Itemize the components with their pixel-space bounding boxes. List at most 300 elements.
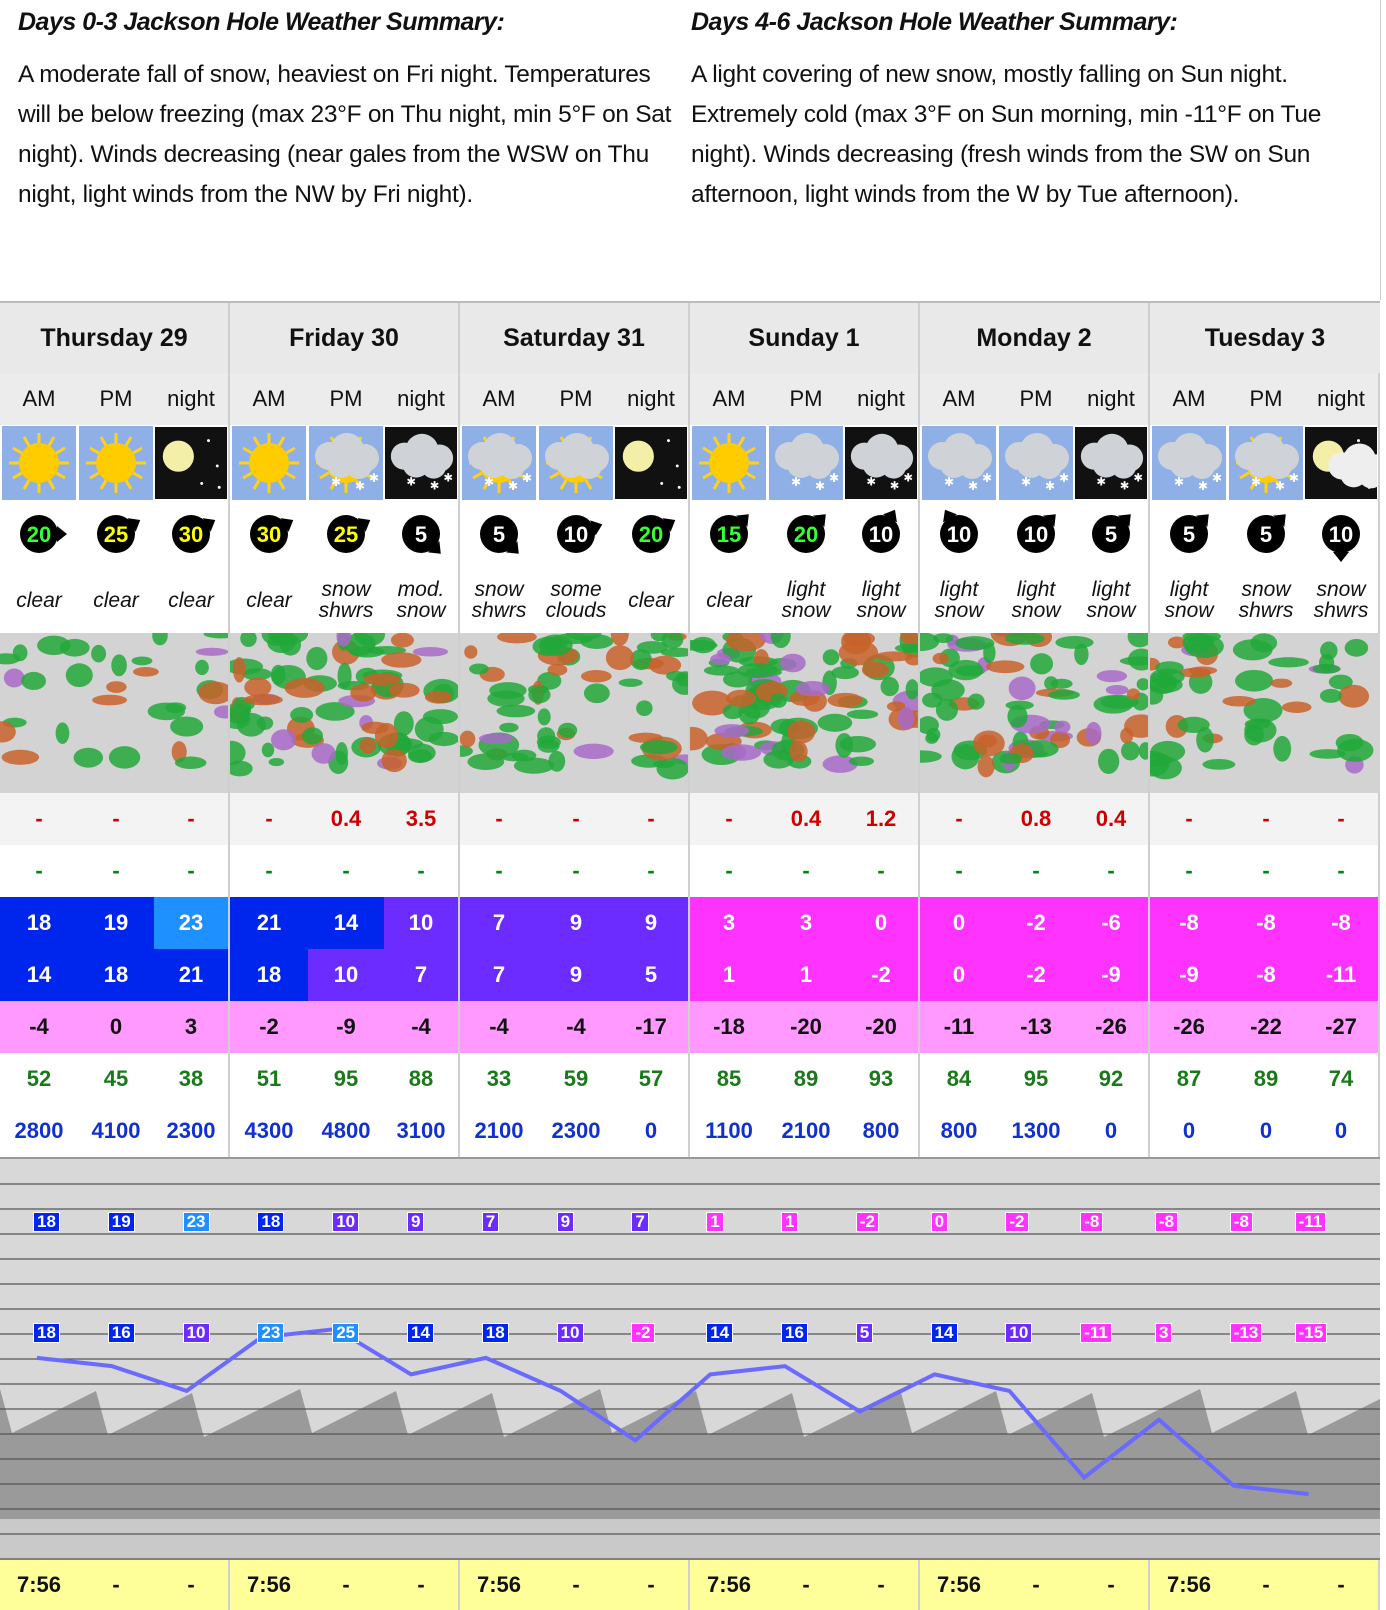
condition-word: clear <box>246 588 292 612</box>
svg-text:✱: ✱ <box>903 471 914 485</box>
snow-value: 1.2 <box>844 793 920 845</box>
max-temp-value: 0 <box>920 897 998 949</box>
svg-text:✱: ✱ <box>982 471 993 485</box>
precip-map <box>920 633 1150 793</box>
rain-value: - <box>154 845 230 897</box>
svg-text:✱: ✱ <box>1021 475 1032 489</box>
condition-text <box>0 567 78 633</box>
wind-arrow-icon <box>546 504 606 564</box>
snow-value: - <box>35 806 43 831</box>
snow-value: 0.4 <box>330 806 362 831</box>
sunrise-value: - <box>844 1560 920 1610</box>
graph-lower-label: -13 <box>1230 1323 1263 1343</box>
snow-value: - <box>614 793 690 845</box>
wind-cell <box>538 501 614 567</box>
humidity-value: 45 <box>103 1066 129 1091</box>
max-temp-value: 23 <box>154 897 230 949</box>
min-temp-value: 0 <box>920 949 998 1001</box>
humidity-row <box>0 1053 1380 1105</box>
rain-value: - <box>1032 858 1040 883</box>
precip-map <box>230 633 460 793</box>
wind-cell <box>308 501 384 567</box>
graph-upper-label: 9 <box>557 1212 574 1232</box>
condition-text <box>1304 567 1380 633</box>
snow-value: 0.4 <box>1074 793 1150 845</box>
wind-cell <box>844 501 920 567</box>
icon-cell <box>690 425 768 501</box>
condition-word: snow <box>1164 599 1214 622</box>
snow-value: - <box>572 806 580 831</box>
weather-icon-row <box>0 425 1380 501</box>
min-temp-value: -2 <box>998 949 1074 1001</box>
humidity-value: 52 <box>26 1066 52 1091</box>
radar-map-image <box>1150 633 1380 793</box>
period-label: AM <box>712 386 746 411</box>
sunrise-value: 7:56 <box>1166 1572 1212 1597</box>
wind-chill-value: -11 <box>943 1014 975 1039</box>
wind-chill-value: -4 <box>29 1014 49 1039</box>
max-temp-value: 9 <box>538 897 614 949</box>
graph-lower-label: 10 <box>1005 1323 1032 1343</box>
wind-chill-value: -18 <box>713 1014 745 1039</box>
svg-text:✱: ✱ <box>522 471 533 485</box>
summary-days-4-6 <box>691 8 1341 215</box>
graph-lower-label: -11 <box>1080 1323 1112 1343</box>
sunrise-row <box>0 1560 1380 1610</box>
svg-text:✱: ✱ <box>791 475 802 489</box>
min-temp-value: 7 <box>384 949 460 1001</box>
min-temp-value: 9 <box>538 949 614 1001</box>
condition-word: light <box>861 578 901 601</box>
sun-cloud-snow-icon <box>462 426 536 500</box>
svg-text:✱: ✱ <box>443 471 454 485</box>
graph-upper-label: 9 <box>407 1212 424 1232</box>
freezing-level-value: 1300 <box>1011 1118 1061 1143</box>
svg-text:✱: ✱ <box>1289 471 1300 485</box>
rain-value: - <box>572 858 580 883</box>
rain-value: - <box>844 845 920 897</box>
day-header: Tuesday 3 <box>1150 303 1380 373</box>
sunrise-value: 7:56 <box>706 1572 752 1597</box>
sunrise-value: 7:56 <box>936 1572 982 1597</box>
freezing-level-row <box>0 1105 1380 1157</box>
condition-word: light <box>1016 578 1056 601</box>
wind-speed: 10 <box>563 522 589 547</box>
sun-icon <box>2 426 76 500</box>
humidity-value: 74 <box>1304 1053 1380 1105</box>
cloud-snow-night-icon <box>385 426 457 500</box>
icon-cell <box>1074 425 1150 501</box>
wind-cell <box>1228 501 1304 567</box>
svg-text:✱: ✱ <box>1045 479 1056 493</box>
day-header: Monday 2 <box>920 303 1150 373</box>
wind-arrow-icon <box>316 504 376 564</box>
condition-word: clear <box>93 588 139 612</box>
rain-value: - <box>955 858 963 883</box>
snow-value: 3.5 <box>384 793 460 845</box>
min-temp-value: 1 <box>690 949 768 1001</box>
cloud-snow-icon <box>922 426 996 500</box>
snow-value: - <box>725 806 733 831</box>
snow-value: - <box>265 806 273 831</box>
freezing-level-value: 2300 <box>551 1118 601 1143</box>
graph-lower-label: 25 <box>332 1323 359 1343</box>
wind-chill-value: -13 <box>1020 1014 1052 1039</box>
wind-chill-value: -4 <box>489 1014 509 1039</box>
humidity-value: 51 <box>256 1066 282 1091</box>
rain-value: - <box>1074 845 1150 897</box>
period-label: AM <box>942 386 976 411</box>
icon-cell <box>384 425 460 501</box>
wind-arrow-icon <box>699 504 759 564</box>
moon-icon <box>155 426 227 500</box>
sunrise-value: - <box>802 1572 810 1597</box>
humidity-value: 87 <box>1176 1066 1202 1091</box>
freezing-level-value: 4300 <box>244 1118 294 1143</box>
svg-text:✱: ✱ <box>1198 479 1209 493</box>
graph-upper-label: 23 <box>183 1212 210 1232</box>
sunrise-value: - <box>154 1560 230 1610</box>
svg-text:✱: ✱ <box>369 471 380 485</box>
condition-text <box>998 567 1074 633</box>
rain-value: - <box>725 858 733 883</box>
period-label: PM <box>789 386 823 411</box>
min-temp-value: -2 <box>844 949 920 1001</box>
snow-value: - <box>112 806 120 831</box>
condition-word: clear <box>628 588 674 612</box>
svg-text:✱: ✱ <box>1096 475 1107 489</box>
condition-word: snow <box>396 599 446 622</box>
wind-chill-value: -4 <box>566 1014 586 1039</box>
icon-cell <box>308 425 384 501</box>
max-temp-value: 10 <box>384 897 460 949</box>
wind-speed: 5 <box>414 522 428 547</box>
period-label: AM <box>1172 386 1206 411</box>
wind-chill-value: -27 <box>1304 1001 1380 1053</box>
svg-text:✱: ✱ <box>406 475 417 489</box>
snow-value: - <box>955 806 963 831</box>
forecast-table <box>0 301 1380 1157</box>
graph-upper-label: -2 <box>856 1212 879 1232</box>
snow-value: - <box>1262 806 1270 831</box>
wind-arrow-icon <box>1159 504 1219 564</box>
period-label: night <box>844 373 920 425</box>
rain-value: - <box>614 845 690 897</box>
graph-lower-label: 16 <box>108 1323 135 1343</box>
period-label: night <box>384 373 460 425</box>
condition-word: snow <box>1316 578 1366 601</box>
condition-word: snow <box>781 599 831 622</box>
svg-text:✱: ✱ <box>866 475 877 489</box>
radar-map-image <box>0 633 228 793</box>
icon-cell <box>538 425 614 501</box>
condition-word: light <box>939 578 979 601</box>
radar-map-image <box>460 633 688 793</box>
freezing-level-value: 3100 <box>384 1105 460 1157</box>
graph-lower-label: 14 <box>407 1323 434 1343</box>
wind-speed: 20 <box>638 522 664 547</box>
snow-value: 0.4 <box>790 806 822 831</box>
condition-text <box>920 567 998 633</box>
freezing-level-value: 0 <box>614 1105 690 1157</box>
graph-upper-label: -8 <box>1080 1212 1103 1232</box>
sunrise-value: - <box>384 1560 460 1610</box>
condition-word: some <box>550 578 602 601</box>
wind-chill-value: -26 <box>1173 1014 1205 1039</box>
condition-text <box>460 567 538 633</box>
min-temp-value: 7 <box>460 949 538 1001</box>
period-label: PM <box>1019 386 1053 411</box>
svg-text:✱: ✱ <box>1275 479 1286 493</box>
icon-cell <box>0 425 78 501</box>
min-temp-value: -9 <box>1074 949 1150 1001</box>
wind-speed: 10 <box>868 522 894 547</box>
freezing-level-value: 0 <box>1074 1105 1150 1157</box>
humidity-value: 57 <box>614 1053 690 1105</box>
graph-lower-label: -2 <box>631 1323 654 1343</box>
condition-word: snow <box>856 599 906 622</box>
svg-text:✱: ✱ <box>829 471 840 485</box>
snow-value: - <box>154 793 230 845</box>
sunrise-value: - <box>614 1560 690 1610</box>
wind-speed: 5 <box>1104 522 1118 547</box>
graph-lower-label: 14 <box>706 1323 733 1343</box>
sunrise-value: - <box>342 1572 350 1597</box>
icon-cell <box>614 425 690 501</box>
snow-value: 0.8 <box>1020 806 1052 831</box>
min-temp-value: 21 <box>154 949 230 1001</box>
day-header: Friday 30 <box>230 303 460 373</box>
condition-text <box>308 567 384 633</box>
max-temp-value: 0 <box>844 897 920 949</box>
wind-cell <box>78 501 154 567</box>
sunrise-value: - <box>1074 1560 1150 1610</box>
max-temp-value: -6 <box>1074 897 1150 949</box>
wind-chill-value: -20 <box>844 1001 920 1053</box>
graph-upper-label: -2 <box>1005 1212 1028 1232</box>
wind-cell <box>920 501 998 567</box>
condition-word: shwrs <box>318 599 374 622</box>
graph-lower-label: -15 <box>1295 1323 1328 1343</box>
period-label: night <box>154 373 230 425</box>
sun-cloud-snow-icon <box>1229 426 1303 500</box>
wind-cell <box>0 501 78 567</box>
max-temp-value: 9 <box>614 897 690 949</box>
condition-text <box>1074 567 1150 633</box>
period-label: night <box>614 373 690 425</box>
condition-word: snow <box>321 578 371 601</box>
conditions-row <box>0 567 1380 633</box>
wind-cell <box>690 501 768 567</box>
summary-text-left: A moderate fall of snow, heaviest on Fri night. Temperatures will be below freezing (max 23°F on Thu night, min 5°F on Sat night). Winds decreasing (near gales from the WSW on Thu night, light winds from the NW by Fri night). <box>18 61 672 208</box>
condition-word: snow <box>934 599 984 622</box>
freezing-level-value: 0 <box>1304 1105 1380 1157</box>
min-temp-value: 14 <box>0 949 78 1001</box>
wind-speed: 5 <box>1182 522 1196 547</box>
min-temp-value: 1 <box>768 949 844 1001</box>
graph-lower-label: 18 <box>482 1323 509 1343</box>
svg-text:✱: ✱ <box>429 479 440 493</box>
wind-chill-value: -17 <box>614 1001 690 1053</box>
svg-text:✱: ✱ <box>1174 475 1185 489</box>
period-label: PM <box>329 386 363 411</box>
graph-lower-label: 3 <box>1155 1323 1172 1343</box>
min-temp-value: 5 <box>614 949 690 1001</box>
wind-arrow-icon <box>86 504 146 564</box>
graph-upper-label: -11 <box>1295 1212 1327 1232</box>
min-temp-value: -11 <box>1304 949 1380 1001</box>
sunrise-value: 7:56 <box>476 1572 522 1597</box>
max-temp-value: 14 <box>308 897 384 949</box>
min-temp-value: -8 <box>1228 949 1304 1001</box>
wind-row <box>0 501 1380 567</box>
wind-chill-value: 0 <box>109 1014 123 1039</box>
wind-cell <box>230 501 308 567</box>
rain-value: - <box>112 858 120 883</box>
svg-text:✱: ✱ <box>889 479 900 493</box>
wind-arrow-icon <box>239 504 299 564</box>
wind-arrow-icon <box>1311 504 1371 564</box>
min-temp-value: -9 <box>1150 949 1228 1001</box>
summary-days-0-3 <box>18 8 678 215</box>
condition-word: clear <box>706 588 752 612</box>
wind-speed: 5 <box>492 522 506 547</box>
sunrise-value: 7:56 <box>16 1572 62 1597</box>
day-header: Sunday 1 <box>690 303 920 373</box>
rain-value: - <box>495 858 503 883</box>
wind-speed: 10 <box>946 522 972 547</box>
radar-map-image <box>230 633 458 793</box>
rain-value: - <box>265 858 273 883</box>
min-temp-row <box>0 949 1380 1001</box>
condition-word: light <box>786 578 826 601</box>
wind-cell <box>1074 501 1150 567</box>
graph-upper-label: 18 <box>33 1212 60 1232</box>
wind-chill-value: -4 <box>384 1001 460 1053</box>
sun-icon <box>692 426 766 500</box>
condition-word: shwrs <box>471 599 527 622</box>
icon-cell <box>920 425 998 501</box>
icon-cell <box>844 425 920 501</box>
wind-speed: 20 <box>26 522 52 547</box>
wind-cell <box>384 501 460 567</box>
rain-value: - <box>1185 858 1193 883</box>
wind-speed: 25 <box>333 522 359 547</box>
wind-cell <box>614 501 690 567</box>
condition-word: clouds <box>545 599 607 622</box>
wind-arrow-icon <box>391 504 451 564</box>
summary-text-right: A light covering of new snow, mostly falling on Sun night. Extremely cold (max 3°F on Sun morning, min -11°F on Tue night). Winds decreasing (fresh winds from the SW on Sun afternoon, light winds from the W by Tue afternoon). <box>691 61 1322 208</box>
max-temp-value: -2 <box>998 897 1074 949</box>
svg-text:✱: ✱ <box>944 475 955 489</box>
moon-cloud-icon <box>1305 426 1377 500</box>
condition-word: shwrs <box>1238 599 1294 622</box>
wind-cell <box>998 501 1074 567</box>
wind-speed: 10 <box>1328 522 1354 547</box>
max-temp-row <box>0 897 1380 949</box>
freezing-level-value: 2100 <box>474 1118 524 1143</box>
graph-lower-label: 18 <box>33 1323 60 1343</box>
sunrise-value: - <box>1304 1560 1380 1610</box>
icon-cell <box>78 425 154 501</box>
svg-text:✱: ✱ <box>1119 479 1130 493</box>
period-label: PM <box>1249 386 1283 411</box>
humidity-value: 92 <box>1074 1053 1150 1105</box>
freezing-level-value: 4100 <box>91 1118 141 1143</box>
period-label: AM <box>22 386 56 411</box>
humidity-value: 88 <box>384 1053 460 1105</box>
icon-cell <box>460 425 538 501</box>
sun-cloud-snow-icon <box>309 426 383 500</box>
period-label: PM <box>559 386 593 411</box>
wind-arrow-icon <box>851 504 911 564</box>
svg-text:✱: ✱ <box>508 479 519 493</box>
graph-upper-label: -8 <box>1155 1212 1178 1232</box>
rain-value: - <box>1262 858 1270 883</box>
sunrise-value: - <box>572 1572 580 1597</box>
wind-cell <box>1304 501 1380 567</box>
condition-text <box>230 567 308 633</box>
max-temp-value: -8 <box>1228 897 1304 949</box>
max-temp-value: 19 <box>78 897 154 949</box>
wind-cell <box>154 501 230 567</box>
max-temp-value: 21 <box>230 897 308 949</box>
condition-text <box>1150 567 1228 633</box>
condition-text <box>78 567 154 633</box>
precip-map <box>460 633 690 793</box>
rain-value: - <box>35 858 43 883</box>
graph-lower-label: 10 <box>557 1323 584 1343</box>
graph-upper-label: 0 <box>931 1212 948 1232</box>
min-temp-value: 18 <box>78 949 154 1001</box>
temperature-graph <box>0 1157 1380 1562</box>
sun-icon <box>232 426 306 500</box>
sunrise-value: - <box>1262 1572 1270 1597</box>
wind-chill-value: -22 <box>1250 1014 1282 1039</box>
period-label: PM <box>99 386 133 411</box>
condition-text <box>690 567 768 633</box>
precip-map <box>690 633 920 793</box>
wind-chill-value: -2 <box>259 1014 279 1039</box>
condition-word: mod. <box>397 578 445 601</box>
svg-text:✱: ✱ <box>1251 475 1262 489</box>
graph-lower-label: 5 <box>856 1323 873 1343</box>
snow-value: - <box>495 806 503 831</box>
cloud-snow-icon <box>769 426 843 500</box>
humidity-value: 84 <box>946 1066 972 1091</box>
humidity-value: 85 <box>716 1066 742 1091</box>
condition-word: snow <box>1241 578 1291 601</box>
freezing-level-value: 800 <box>844 1105 920 1157</box>
condition-text <box>1228 567 1304 633</box>
summary-title-right: Days 4-6 Jackson Hole Weather Summary: <box>691 8 1178 36</box>
icon-cell <box>230 425 308 501</box>
period-label: AM <box>252 386 286 411</box>
sunrise-value: - <box>1032 1572 1040 1597</box>
condition-word: clear <box>168 588 214 612</box>
condition-text <box>844 567 920 633</box>
condition-text <box>154 567 230 633</box>
icon-cell <box>1228 425 1304 501</box>
max-temp-value: 7 <box>460 897 538 949</box>
humidity-value: 89 <box>1253 1066 1279 1091</box>
rain-value: - <box>384 845 460 897</box>
cloud-snow-night-icon <box>845 426 917 500</box>
wind-arrow-icon <box>469 504 529 564</box>
sun-icon <box>79 426 153 500</box>
condition-word: snow <box>1086 599 1136 622</box>
wind-chill-value: -9 <box>336 1014 356 1039</box>
